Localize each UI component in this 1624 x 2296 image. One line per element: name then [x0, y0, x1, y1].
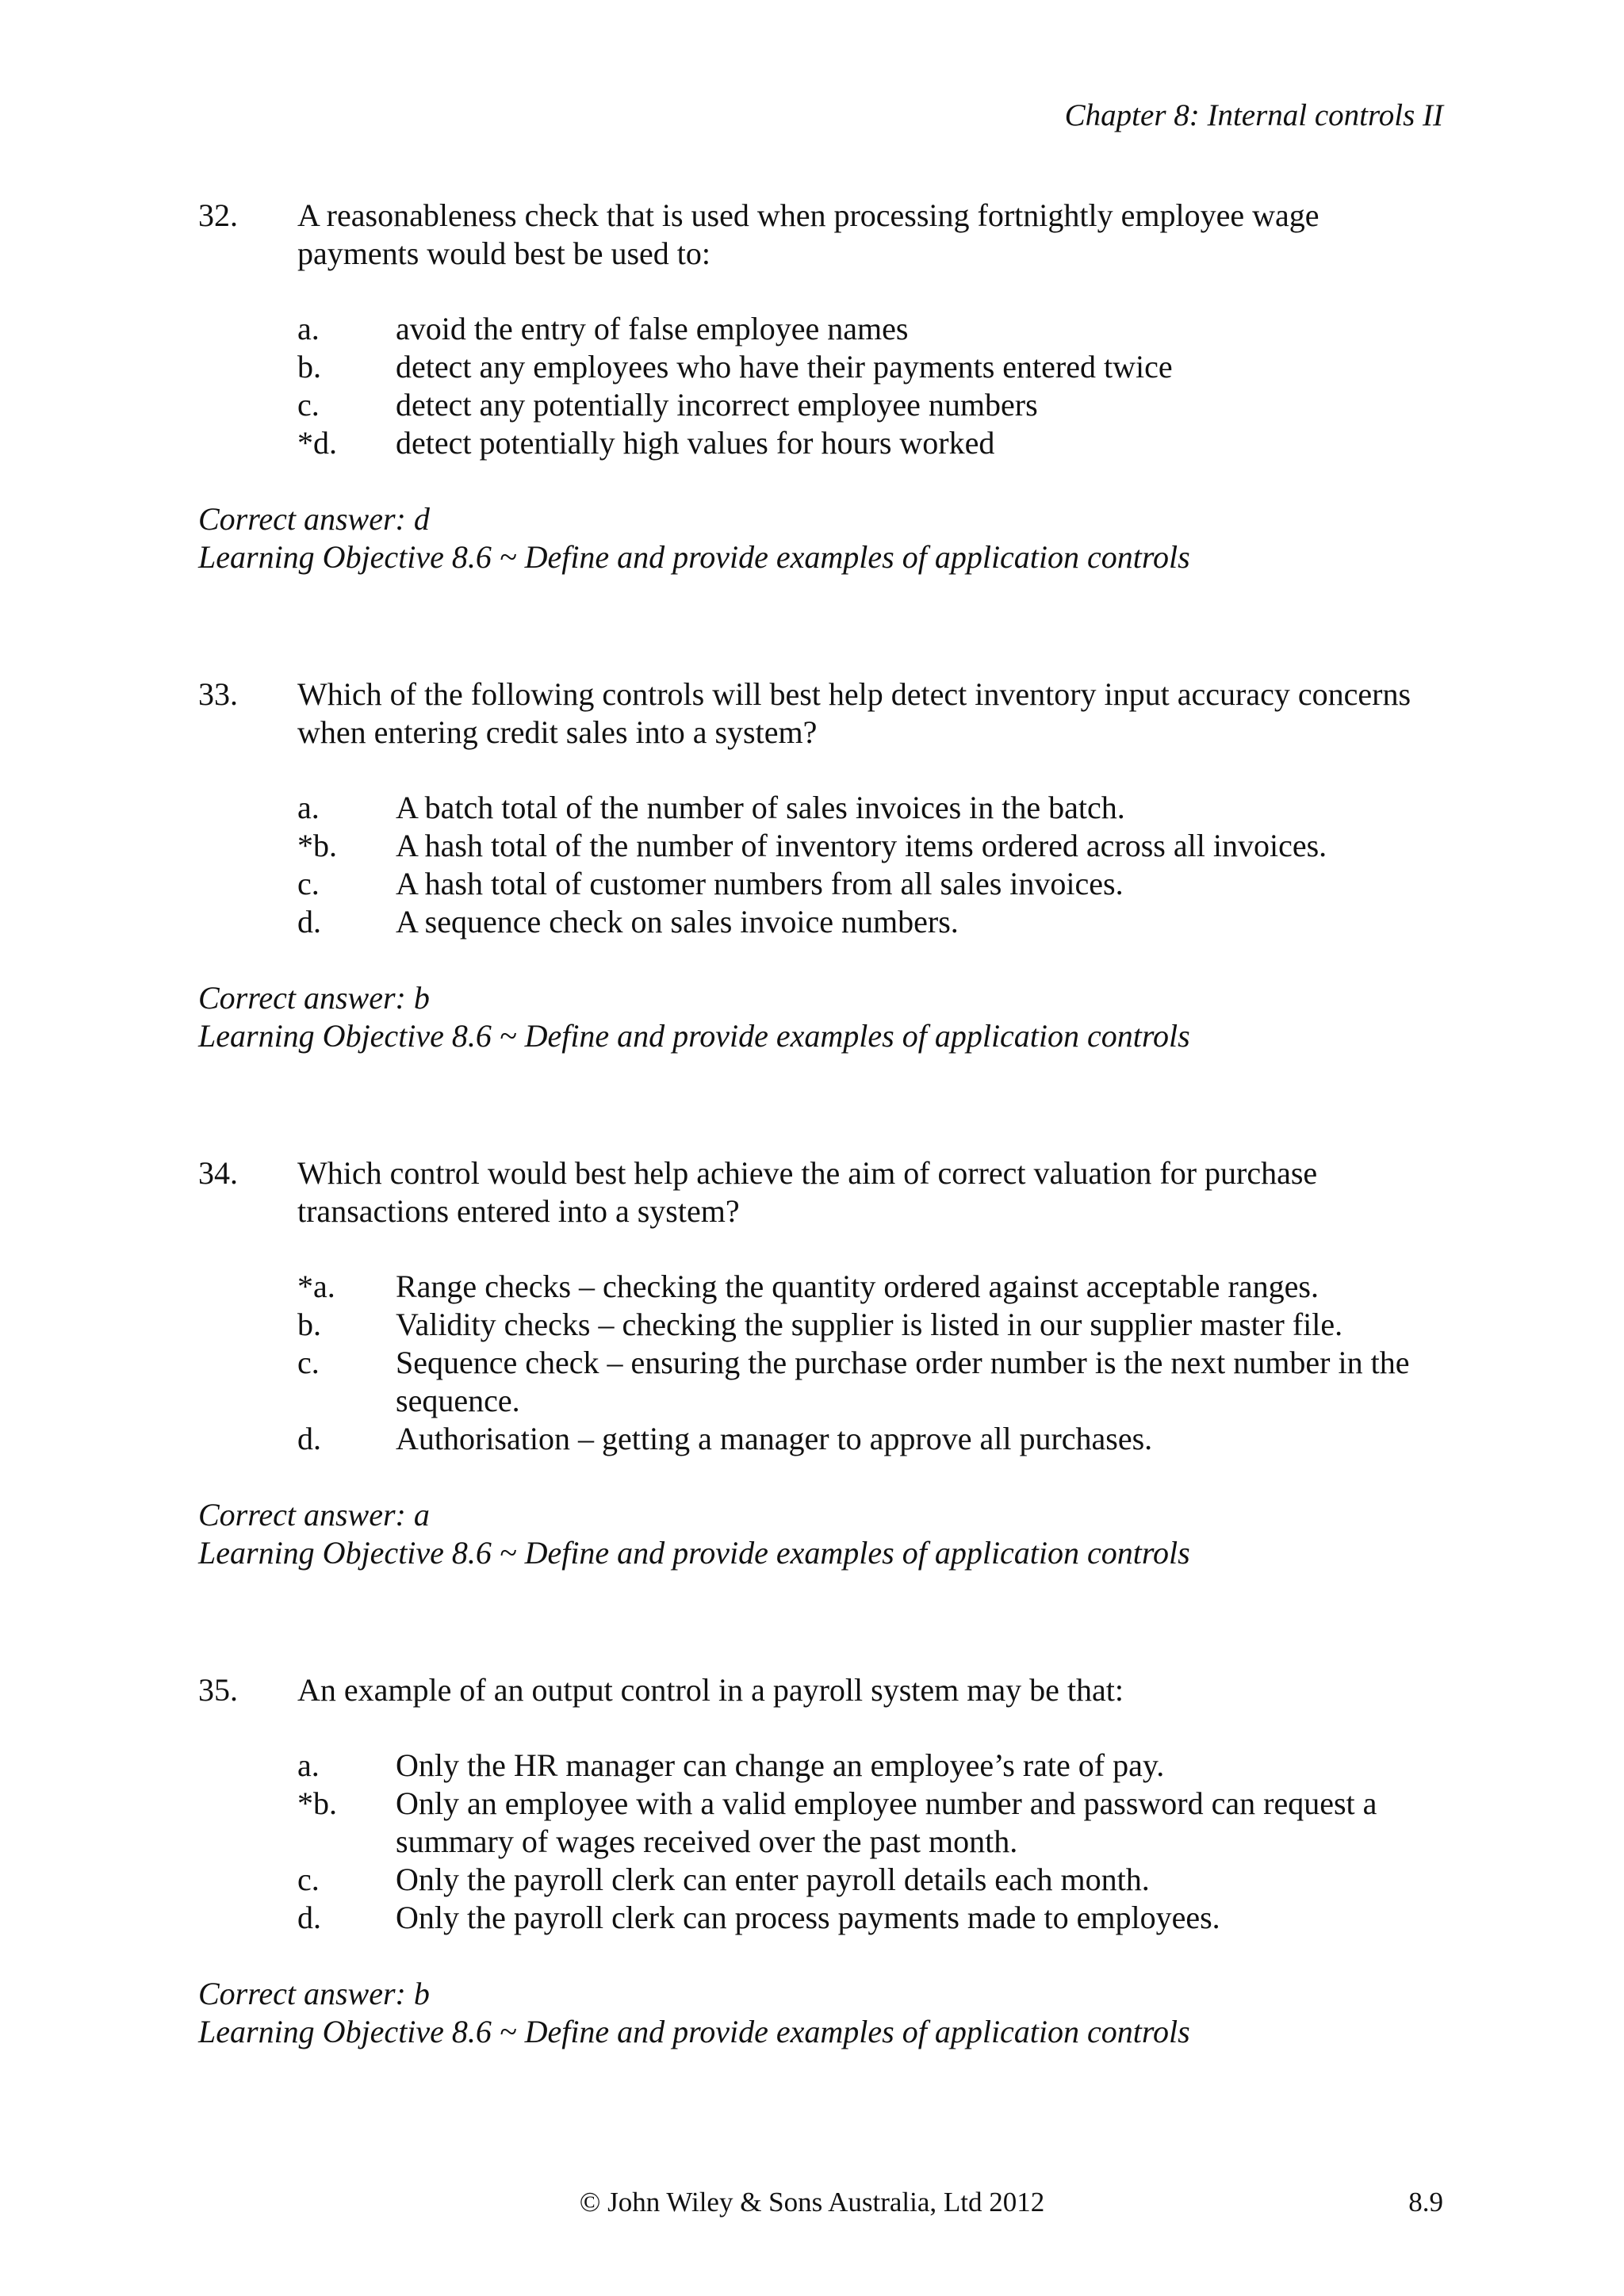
question-number: 35. — [198, 1672, 238, 1708]
option-text: detect potentially high values for hours worked — [396, 425, 995, 461]
answer-block — [198, 500, 1443, 576]
question-stem — [198, 1154, 1443, 1230]
question-text: A reasonableness check that is used when processing fortnightly employee wage payments would best be used to: — [297, 197, 1320, 271]
option-letter: d. — [297, 1421, 321, 1456]
option-d — [297, 1420, 1443, 1458]
option-letter: *d. — [297, 425, 337, 461]
option-text: avoid the entry of false employee names — [396, 311, 909, 346]
option-text: Only the payroll clerk can enter payroll details each month. — [396, 1862, 1150, 1897]
option-c — [297, 1344, 1443, 1420]
option-list — [297, 789, 1443, 941]
question-35 — [198, 1671, 1443, 2051]
question-34 — [198, 1154, 1443, 1572]
option-letter: c. — [297, 387, 320, 423]
option-letter: d. — [297, 1900, 321, 1935]
option-letter: c. — [297, 1345, 320, 1380]
option-a — [297, 789, 1443, 827]
answer-block — [198, 979, 1443, 1055]
option-list — [297, 310, 1443, 462]
correct-answer: Correct answer: b — [198, 1976, 430, 2011]
correct-answer: Correct answer: b — [198, 980, 430, 1016]
option-letter: *b. — [297, 1785, 337, 1821]
option-letter: c. — [297, 1862, 320, 1897]
option-text: A hash total of the number of inventory items ordered across all invoices. — [396, 828, 1327, 863]
option-d — [297, 1899, 1443, 1937]
question-text: An example of an output control in a payroll system may be that: — [297, 1672, 1124, 1708]
option-a — [297, 1747, 1443, 1785]
answer-block — [198, 1496, 1443, 1572]
learning-objective: Learning Objective 8.6 ~ Define and provide examples of application controls — [198, 2014, 1190, 2049]
question-stem — [198, 675, 1443, 752]
chapter-header: Chapter 8: Internal controls II — [1064, 98, 1443, 132]
question-text: Which of the following controls will best help detect inventory input accuracy concerns when entering credit sales into a system? — [297, 676, 1411, 750]
question-32 — [198, 197, 1443, 576]
option-list — [297, 1268, 1443, 1458]
option-text: Only an employee with a valid employee number and password can request a summary of wages received over the past month. — [396, 1785, 1377, 1859]
option-text: Only the HR manager can change an employee’s rate of pay. — [396, 1747, 1165, 1783]
option-b — [297, 827, 1443, 865]
option-c — [297, 386, 1443, 424]
option-letter: c. — [297, 866, 320, 901]
page-number: 8.9 — [1408, 2187, 1443, 2218]
option-c — [297, 865, 1443, 903]
option-letter: b. — [297, 1307, 321, 1342]
option-letter: *b. — [297, 828, 337, 863]
learning-objective: Learning Objective 8.6 ~ Define and provide examples of application controls — [198, 539, 1190, 575]
correct-answer: Correct answer: a — [198, 1497, 430, 1533]
option-letter: d. — [297, 904, 321, 939]
option-text: A hash total of customer numbers from all sales invoices. — [396, 866, 1124, 901]
question-text: Which control would best help achieve the aim of correct valuation for purchase transactions entered into a system? — [297, 1155, 1318, 1229]
correct-answer: Correct answer: d — [198, 501, 430, 537]
option-text: A batch total of the number of sales invoices in the batch. — [396, 790, 1125, 825]
question-number: 32. — [198, 197, 238, 233]
option-b — [297, 1785, 1443, 1861]
option-list — [297, 1747, 1443, 1937]
footer-copyright: © John Wiley & Sons Australia, Ltd 2012 — [579, 2187, 1045, 2218]
option-letter: a. — [297, 311, 320, 346]
option-text: Validity checks – checking the supplier is listed in our supplier master file. — [396, 1307, 1343, 1342]
option-text: Sequence check – ensuring the purchase order number is the next number in the sequence. — [396, 1345, 1410, 1418]
option-letter: a. — [297, 1747, 320, 1783]
option-b — [297, 1306, 1443, 1344]
question-list — [198, 197, 1443, 2150]
learning-objective: Learning Objective 8.6 ~ Define and provide examples of application controls — [198, 1018, 1190, 1054]
option-text: Only the payroll clerk can process payments made to employees. — [396, 1900, 1220, 1935]
option-d — [297, 903, 1443, 941]
question-33 — [198, 675, 1443, 1055]
question-number: 33. — [198, 676, 238, 712]
learning-objective: Learning Objective 8.6 ~ Define and provide examples of application controls — [198, 1535, 1190, 1571]
question-stem — [198, 1671, 1443, 1709]
question-number: 34. — [198, 1155, 238, 1191]
question-stem — [198, 197, 1443, 273]
answer-block — [198, 1975, 1443, 2051]
option-letter: *a. — [297, 1269, 335, 1304]
option-text: Range checks – checking the quantity ordered against acceptable ranges. — [396, 1269, 1319, 1304]
option-text: A sequence check on sales invoice numbers. — [396, 904, 959, 939]
option-letter: a. — [297, 790, 320, 825]
option-text: detect any employees who have their payments entered twice — [396, 349, 1173, 385]
option-text: Authorisation – getting a manager to approve all purchases. — [396, 1421, 1153, 1456]
option-d — [297, 424, 1443, 462]
option-letter: b. — [297, 349, 321, 385]
option-text: detect any potentially incorrect employee numbers — [396, 387, 1038, 423]
option-a — [297, 310, 1443, 348]
option-b — [297, 348, 1443, 386]
option-a — [297, 1268, 1443, 1306]
option-c — [297, 1861, 1443, 1899]
